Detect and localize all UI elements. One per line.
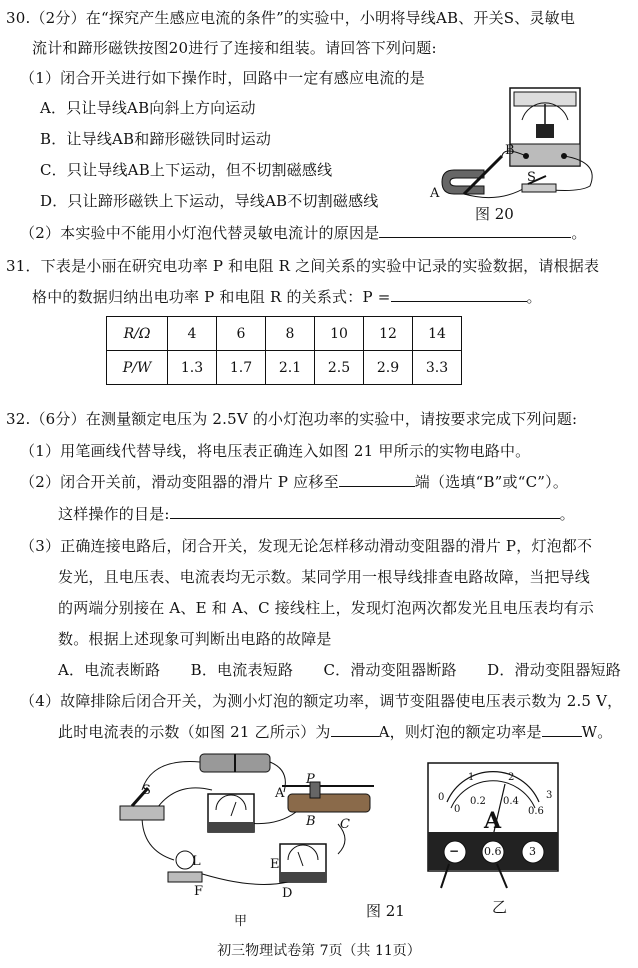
q30-sub2 [20,223,587,243]
wire-lamp-d [196,872,288,884]
fig20-label-a: A [430,186,440,201]
q30-option-d[interactable]: D．只让蹄形磁铁上下运动，导线AB不切割磁感线 [40,192,379,210]
r-cell: 8 [266,317,315,351]
fig21-label-p: P [306,772,315,787]
rheostat [288,794,370,812]
scale-bottom-04: 0.4 [503,796,519,807]
fig21-label-f: F [194,884,204,899]
q31-answer-blank[interactable] [391,287,527,302]
fig21-yi-label: 乙 [492,898,508,916]
p-cell: 2.1 [266,351,315,385]
switch-base [522,184,556,192]
q30-option-b[interactable]: B．让导线AB和蹄形磁铁同时运动 [40,130,272,148]
fig20-caption: 图 20 [475,205,514,223]
q32-power-blank[interactable] [542,722,582,737]
r-cell: 10 [315,317,364,351]
fig21-label-c: C [340,817,350,832]
q32-sub2a [20,472,568,492]
fig21-label-b: B [306,814,316,829]
meter-voltmeter-base [280,872,326,882]
q32-sub2-blank-2[interactable] [170,504,560,519]
q30-option-a[interactable]: A．只让导线AB向斜上方向运动 [40,99,256,117]
q30-answer-blank[interactable] [379,223,571,238]
fig21-caption: 图 21 [366,902,405,920]
q32-sub3c: 的两端分别接在 A、E 和 A、C 接线柱上，发现灯泡两次都发光且电压表均有示 [58,599,594,617]
terminal-label-0-6: 0.6 [484,845,502,858]
p-cell: 2.5 [315,351,364,385]
q32-sub4b-text-2: A，则灯泡的额定功率是 [378,723,542,741]
fig21-label-s: S [142,783,151,798]
q32-sub2a-text: （2）闭合开关前，滑动变阻器的滑片 P 应移至 [20,473,339,491]
q32-sub3a: （3）正确连接电路后，闭合开关，发现无论怎样移动滑动变阻器的滑片 P，灯泡都不 [20,537,593,555]
q32-sub1: （1）用笔画线代替导线，将电压表正确连入如图 21 甲所示的实物电路中。 [20,442,531,460]
q31-line1: 31．下表是小丽在研究电功率 P 和电阻 R 之间关系的实验中记录的实验数据，请根据表 [6,257,600,275]
q32-sub2b [58,504,575,524]
q30-sub2-end: 。 [571,224,587,242]
fig21-jia-label: 甲 [234,914,248,929]
q32-sub4b [58,722,613,742]
wire-switch-lamp [142,816,174,860]
q30-sub2-text: （2）本实验中不能用小灯泡代替灵敏电流计的原因是 [20,224,380,242]
table-row-p [107,351,462,385]
switch-base [120,806,164,820]
p-cell: 3.3 [413,351,462,385]
scale-top-3: 3 [546,790,553,801]
q32-sub4a: （4）故障排除后闭合开关，为测小灯泡的额定功率，调节变阻器使电压表示数为 2.5 V， [20,692,623,710]
scale-top-2: 2 [508,772,515,783]
r-cell: 4 [168,317,217,351]
q32-sub3d: 数。根据上述现象可判断出电路的故障是 [58,630,332,648]
q32-line1: 32.（6分）在测量额定电压为 2.5V 的小灯泡功率的实验中，请按要求完成下列问题: [6,410,578,428]
fig21-label-e: E [270,857,280,872]
table-row-r [107,317,462,351]
q32-options[interactable]: A．电流表断路 B．电流表短路 C．滑动变阻器断路 D．滑动变阻器短路 [58,661,621,679]
q32-sub2b-end: 。 [559,505,575,523]
q30-line1: 30.（2分）在“探究产生感应电流的条件”的实验中，小明将导线AB、开关S、灵敏电 [6,9,576,27]
galvanometer-core [536,124,554,138]
r-header: R/Ω [107,317,168,351]
fig21-label-a: A [275,786,285,801]
q32-sub4b-text-1: 此时电流表的示数（如图 21 乙所示）为 [58,723,331,741]
scale-top-0: 0 [438,792,445,803]
q31-line2-text: 格中的数据归纳出电功率 P 和电阻 R 的关系式：P = [32,288,391,306]
q32-sub4b-text-3: W。 [581,723,613,741]
r-cell: 6 [217,317,266,351]
p-header: P/W [107,351,168,385]
p-cell: 2.9 [364,351,413,385]
q32-sub2-blank-1[interactable] [339,472,415,487]
battery-divider [234,754,236,772]
r-cell: 12 [364,317,413,351]
fig21-label-l: L [192,854,201,869]
q31-line2 [32,287,542,307]
galvanometer-top [514,92,576,106]
p-cell: 1.3 [168,351,217,385]
scale-bottom-02: 0.2 [470,796,486,807]
fig20-label-s: S [527,170,536,185]
q30-option-c[interactable]: C．只让导线AB上下运动，但不切割磁感线 [40,161,333,179]
q31-data-table [106,316,462,385]
q32-sub3b: 发光，且电压表、电流表均无示数。某同学用一根导线排查电路故障，当把导线 [58,568,591,586]
r-cell: 14 [413,317,462,351]
terminal-label-3: 3 [529,845,536,858]
meter-ammeter-base [208,822,254,832]
q30-line2: 流计和蹄形磁铁按图20进行了连接和组装。请回答下列问题: [32,39,437,57]
p-cell: 1.7 [217,351,266,385]
fig20-label-b: B [505,143,515,158]
scale-top-1: 1 [468,772,475,783]
q32-sub2b-text: 这样操作的目是: [58,505,170,523]
fig21-label-d: D [282,886,293,901]
q30-sub1: （1）闭合开关进行如下操作时，回路中一定有感应电流的是 [20,69,425,87]
lamp-base [168,872,202,882]
galvanometer-base [510,144,580,166]
scale-bottom-06: 0.6 [528,806,544,817]
terminal-label-negative: − [449,844,460,858]
scale-bottom-0: 0 [454,804,461,815]
q32-sub2a-end: 端（选填“B”或“C”）。 [414,473,569,491]
page-footer: 初三物理试卷第 7页（共 11页） [217,943,421,959]
figure-20 [440,86,612,218]
q32-current-blank[interactable] [331,722,379,737]
q31-line2-end: 。 [526,288,542,306]
ammeter-unit-label: A [484,808,502,834]
